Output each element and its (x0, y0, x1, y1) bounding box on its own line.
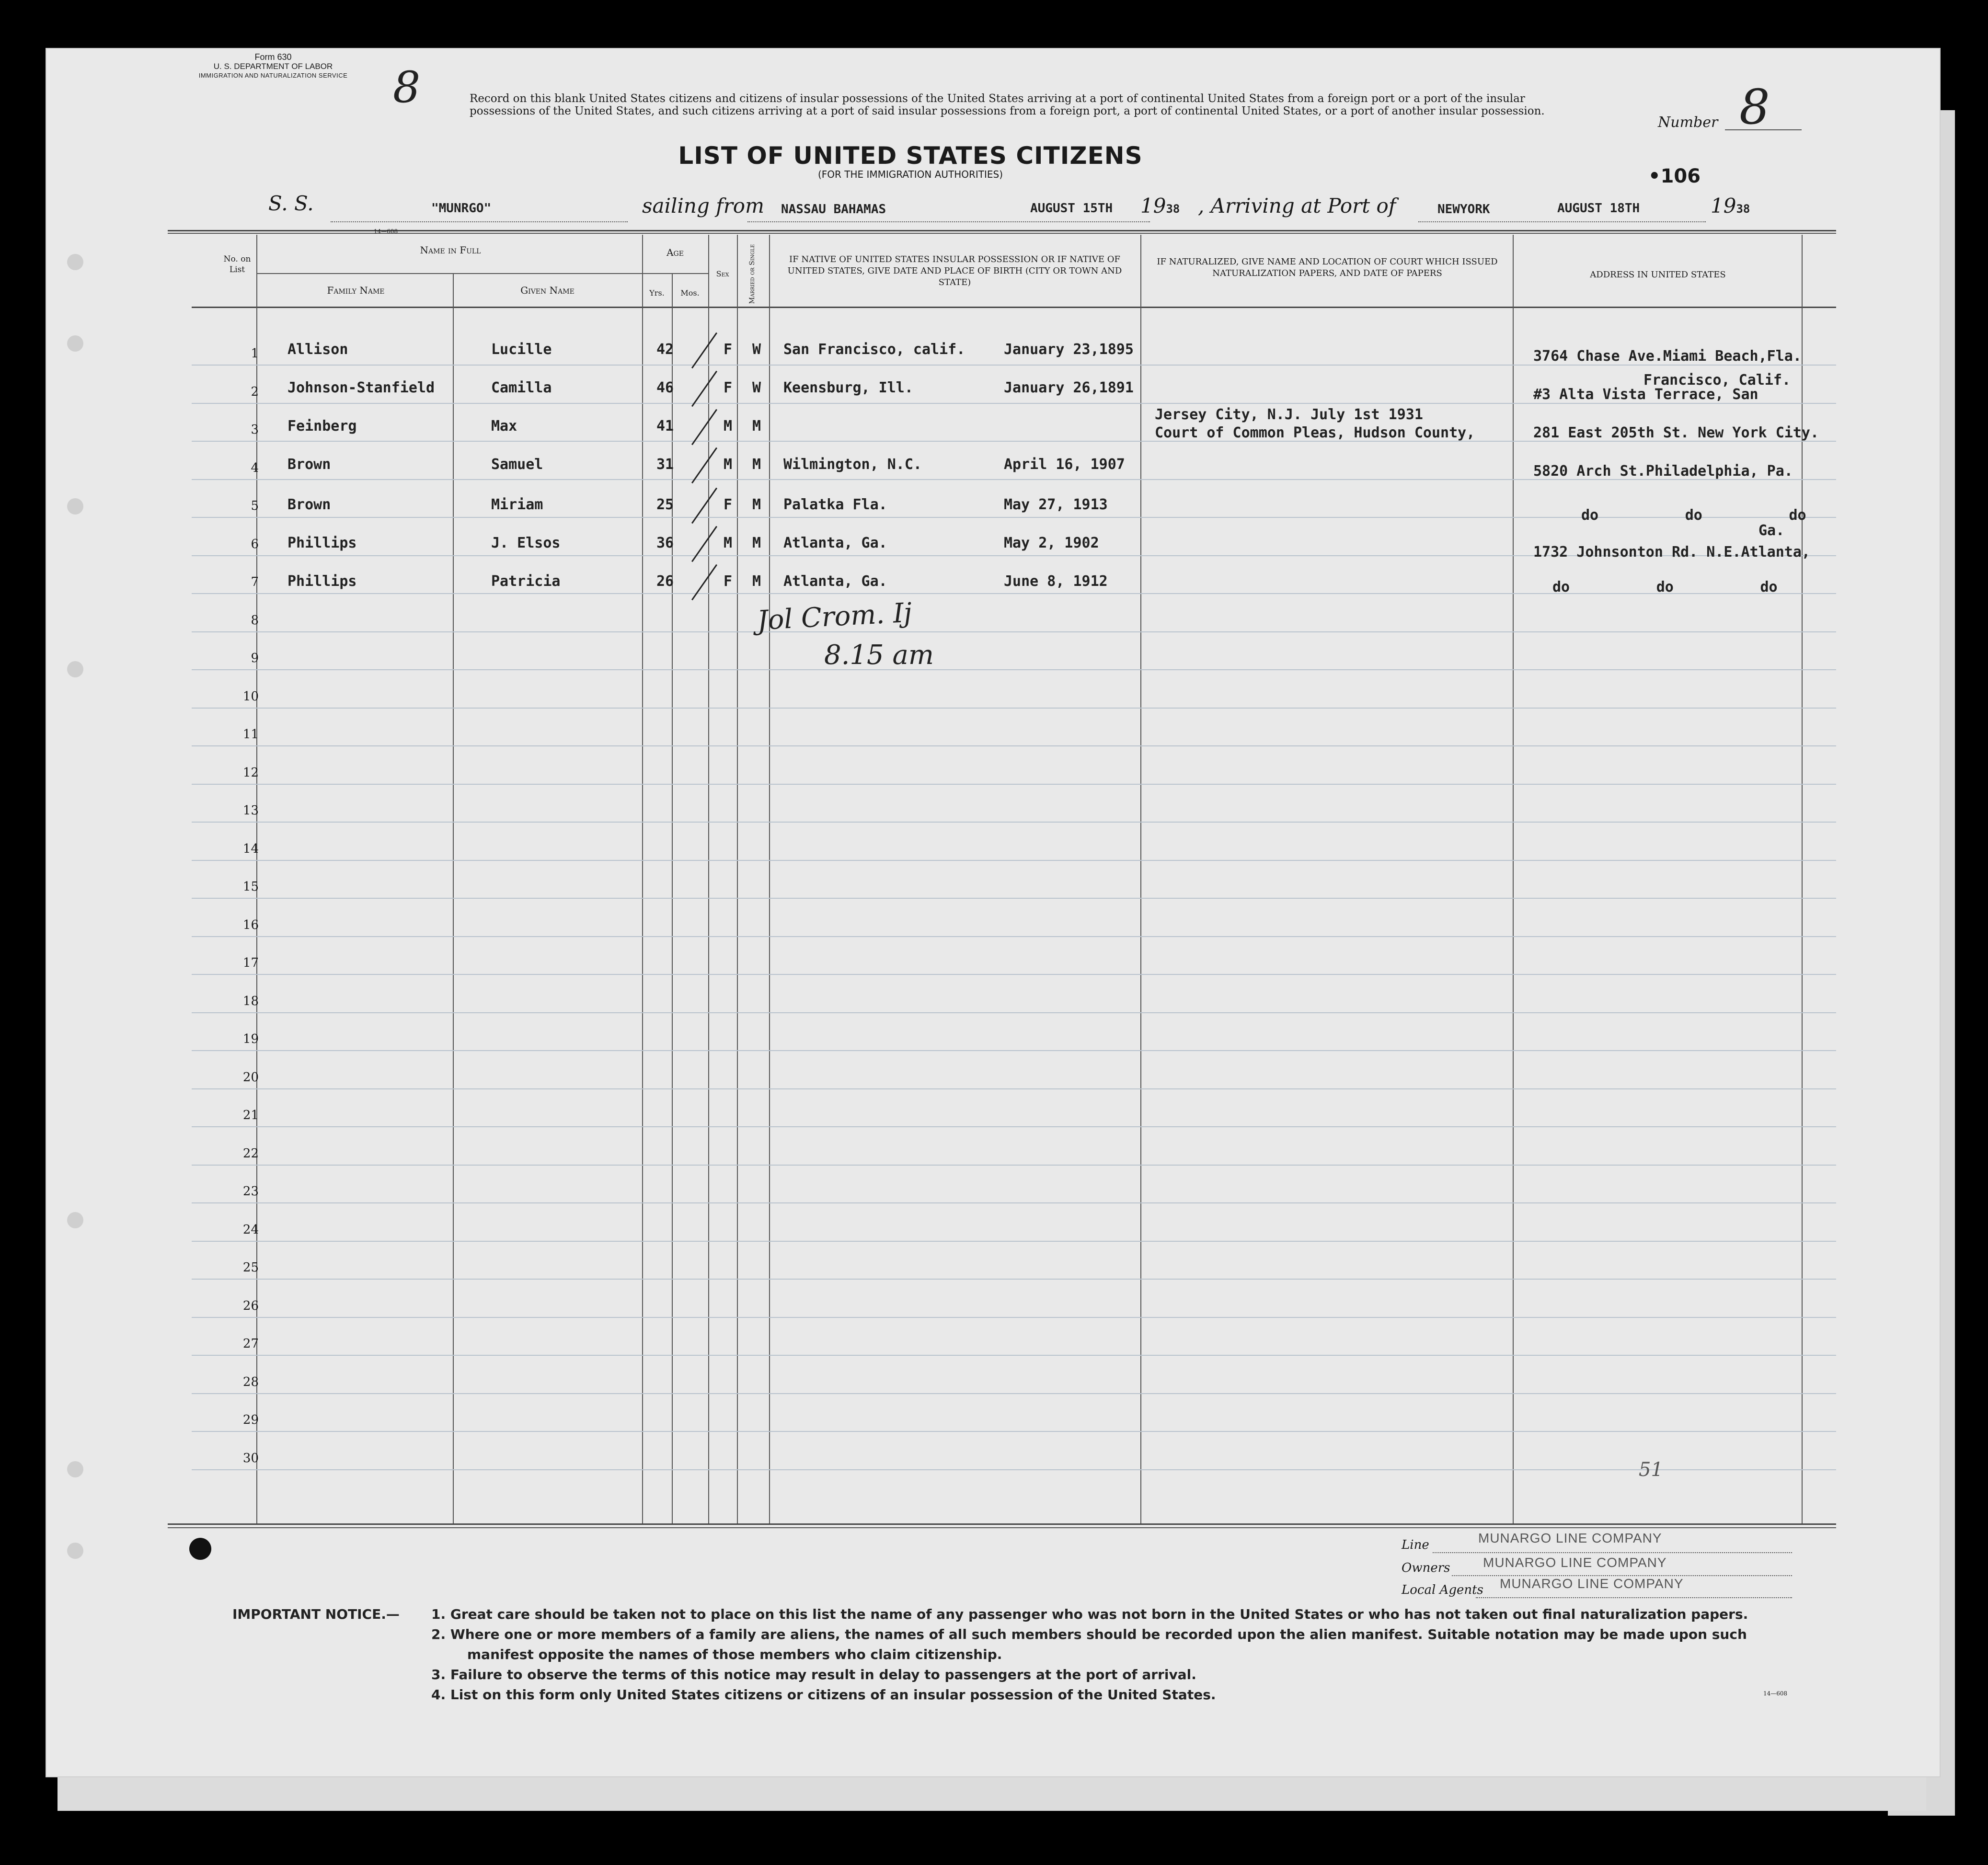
col-header-sex: Sex (716, 269, 729, 278)
arrival-year-prefix: 19 (1711, 194, 1736, 217)
col-header-yrs: Yrs. (649, 288, 665, 297)
notice-label: IMPORTANT NOTICE.— (232, 1606, 400, 1622)
row-line (192, 1202, 1836, 1203)
passenger-family-name: Johnson-Stanfield (287, 379, 435, 396)
printer-note: 14—608 (374, 228, 398, 235)
page-mark: 51 (1639, 1459, 1663, 1481)
row-number: 22 (242, 1146, 259, 1161)
form-header (170, 53, 376, 80)
voyage-line (268, 192, 314, 215)
stamp-number-value: 106 (1660, 165, 1701, 187)
row-line (192, 1279, 1836, 1280)
arrival-year: 38 (1736, 202, 1750, 216)
passenger-marital-status: M (752, 456, 761, 473)
passenger-given-name: Camilla (491, 379, 552, 396)
passenger-marital-status: M (752, 573, 761, 590)
row-line (192, 898, 1836, 899)
row-number: 20 (242, 1070, 259, 1085)
passenger-age: 36 (656, 535, 674, 551)
passenger-birthdate: April 16, 1907 (1004, 456, 1125, 473)
row-number: 14 (242, 841, 259, 856)
row-number: 24 (242, 1222, 259, 1237)
passenger-birthdate: May 27, 1913 (1004, 496, 1108, 513)
row-line (192, 1317, 1836, 1318)
row-number: 9 (251, 651, 259, 665)
inspector-time: 8.15 am (824, 640, 934, 671)
row-number: 19 (242, 1032, 259, 1046)
notice-item-2: 2. Where one or more members of a family are aliens, the names of all such members should be recorded upon the alien manifest. Suitable notation may be made upon such (431, 1626, 1747, 1642)
arrival-date: AUGUST 18TH (1557, 201, 1640, 216)
row-line (192, 1126, 1836, 1127)
departure-year-wrap (1140, 194, 1180, 217)
column-divider (769, 235, 770, 1523)
row-number: 29 (242, 1413, 259, 1427)
passenger-family-name: Feinberg (287, 418, 357, 435)
row-line (192, 631, 1836, 632)
row-number: 17 (242, 956, 259, 970)
passenger-address: do do do (1581, 507, 1806, 524)
passenger-family-name: Brown (287, 456, 331, 473)
col-header-naturalized: IF NATURALIZED, GIVE NAME AND LOCATION OF COURT WHICH ISSUED NATURALIZATION PAPERS, AND DATE OF PAPERS (1157, 257, 1498, 278)
sailing-from-field-line (747, 221, 1150, 222)
passenger-given-name: Lucille (491, 341, 552, 358)
table-top-rule (168, 230, 1836, 231)
punch-hole (67, 498, 83, 515)
arrival-field-line (1418, 221, 1706, 222)
passenger-sex: M (724, 535, 733, 551)
passenger-age: 26 (656, 573, 674, 590)
passenger-age: 46 (656, 379, 674, 396)
row-number: 4 (251, 460, 259, 475)
row-number: 3 (251, 423, 259, 437)
arrival-port: NEWYORK (1437, 202, 1490, 217)
punch-hole (67, 1543, 83, 1559)
punch-hole (189, 1538, 211, 1560)
row-number: 11 (242, 727, 259, 742)
passenger-naturalization: Jersey City, N.J. July 1st 1931 (1155, 406, 1423, 423)
passenger-birthplace: Palatka Fla. (783, 496, 887, 513)
departure-year: 38 (1166, 202, 1180, 216)
page-title: LIST OF UNITED STATES CITIZENS (678, 142, 1143, 170)
address-continuation: 1732 Johnsonton Rd. N.E.Atlanta, (1533, 544, 1810, 561)
passenger-address: 281 East 205th St. New York City. (1533, 424, 1819, 441)
address-continuation: do do do (1552, 579, 1778, 595)
passenger-given-name: Patricia (491, 573, 561, 590)
col-header-mos: Mos. (680, 288, 700, 297)
punch-hole (67, 661, 83, 677)
arrival-year-wrap (1711, 194, 1750, 217)
line-label: Line (1402, 1538, 1429, 1552)
row-line (192, 1012, 1836, 1013)
row-line (192, 1469, 1836, 1470)
passenger-given-name: J. Elsos (491, 535, 561, 551)
notice-item-4: 4. List on this form only United States citizens or citizens of an insular possession of the United States. (431, 1687, 1216, 1703)
row-line (192, 860, 1836, 861)
passenger-birthplace: Wilmington, N.C. (783, 456, 922, 473)
owners-value: MUNARGO LINE COMPANY (1483, 1555, 1667, 1570)
record-instructions: Record on this blank United States citizens and citizens of insular possessions of the United States arriving at a port of continental United States from a foreign port or a port of the insular possessions of the United States, and such citizens arriving at a port of said insular possessions from a foreign port, a port of continental United States, or a port of another insular possession. (470, 92, 1545, 117)
sailing-from-port: NASSAU BAHAMAS (781, 202, 886, 217)
passenger-naturalization: Court of Common Pleas, Hudson County, (1155, 424, 1475, 441)
row-line (192, 708, 1836, 709)
row-number: 1 (251, 346, 259, 361)
sailing-from-label: sailing from (642, 194, 764, 217)
row-line (192, 1241, 1836, 1242)
arriving-label-wrap (1198, 194, 1396, 217)
row-number: 12 (242, 765, 259, 780)
row-number: 21 (242, 1108, 259, 1122)
row-line (192, 745, 1836, 746)
col-header-no: No. on List (223, 254, 251, 275)
passenger-marital-status: M (752, 535, 761, 551)
row-number: 18 (242, 994, 259, 1008)
passenger-address: Francisco, Calif. (1643, 372, 1791, 389)
owners-label: Owners (1402, 1561, 1450, 1575)
table-top-rule (168, 233, 1836, 234)
service-name: IMMIGRATION AND NATURALIZATION SERVICE (198, 72, 348, 79)
table-bottom-rule (168, 1523, 1836, 1525)
punch-hole (67, 335, 83, 352)
subheader-rule (256, 273, 708, 274)
row-line (192, 669, 1836, 670)
passenger-address: 5820 Arch St.Philadelphia, Pa. (1533, 463, 1793, 480)
row-line (192, 974, 1836, 975)
passenger-sex: M (724, 418, 733, 435)
column-divider (737, 235, 738, 1523)
column-divider (1513, 235, 1514, 1523)
number-label: Number (1658, 114, 1718, 131)
passenger-birthdate: January 26,1891 (1004, 379, 1134, 396)
agents-label: Local Agents (1402, 1583, 1483, 1597)
passenger-family-name: Brown (287, 496, 331, 513)
passenger-family-name: Allison (287, 341, 348, 358)
passenger-address: Ga. (1758, 522, 1785, 539)
page-subtitle: (FOR THE IMMIGRATION AUTHORITIES) (817, 169, 1003, 180)
row-number: 30 (242, 1451, 259, 1465)
row-line (192, 784, 1836, 785)
stamp-number: •106 (1648, 165, 1701, 187)
row-number: 8 (251, 613, 259, 628)
passenger-marital-status: W (752, 341, 761, 358)
row-number: 16 (242, 917, 259, 932)
ship-field-line (331, 221, 628, 222)
passenger-given-name: Samuel (491, 456, 543, 473)
row-number: 23 (242, 1184, 259, 1199)
passenger-age: 42 (656, 341, 674, 358)
ship-name: "MUNRGO" (431, 201, 492, 216)
row-number: 10 (242, 689, 259, 704)
row-number: 28 (242, 1374, 259, 1389)
passenger-birthplace: Keensburg, Ill. (783, 379, 913, 396)
notice-item-1: 1. Great care should be taken not to place on this list the name of any passenger who was not born in the United States or who has not taken out final naturalization papers. (431, 1606, 1748, 1622)
row-line (192, 1050, 1836, 1051)
row-number: 15 (242, 880, 259, 894)
department: U. S. DEPARTMENT OF LABOR (213, 62, 333, 71)
punch-hole (67, 254, 83, 270)
row-line (192, 1393, 1836, 1394)
row-number: 2 (251, 384, 259, 399)
agents-underline (1476, 1597, 1792, 1598)
passenger-marital-status: M (752, 496, 761, 513)
col-header-name-group: Name in Full (420, 244, 481, 256)
passenger-marital-status: M (752, 418, 761, 435)
passenger-birthplace: San Francisco, calif. (783, 341, 965, 358)
passenger-age: 31 (656, 456, 674, 473)
arriving-label: , Arriving at Port of (1198, 194, 1396, 217)
column-divider (708, 235, 709, 1523)
col-header-address: ADDRESS IN UNITED STATES (1590, 270, 1726, 280)
passenger-age: 25 (656, 496, 674, 513)
row-line (192, 822, 1836, 823)
passenger-given-name: Max (491, 418, 517, 435)
col-header-age-group: Age (666, 247, 684, 258)
passenger-sex: F (724, 341, 733, 358)
row-line (192, 1355, 1836, 1356)
col-header-birth: IF NATIVE OF UNITED STATES INSULAR POSSESSION OR IF NATIVE OF UNITED STATES, GIVE DATE AND PLACE OF BIRTH (CITY OR TOWN AND STATE) (787, 254, 1122, 287)
passenger-sex: M (724, 456, 733, 473)
passenger-age: 41 (656, 418, 674, 435)
passenger-birthplace: Atlanta, Ga. (783, 573, 887, 590)
passenger-family-name: Phillips (287, 535, 357, 551)
row-number: 26 (242, 1298, 259, 1313)
col-header-married: Married or Single (748, 244, 756, 304)
row-number: 13 (242, 803, 259, 818)
row-line (192, 936, 1836, 937)
row-line (192, 1165, 1836, 1166)
passenger-sex: F (724, 379, 733, 396)
sailing-from-label-wrap (642, 194, 764, 217)
departure-year-prefix: 19 (1140, 194, 1166, 217)
number-value: 8 (1739, 79, 1770, 135)
passenger-address: #3 Alta Vista Terrace, San (1533, 386, 1758, 403)
table-header-bottom (192, 307, 1836, 308)
row-number: 6 (251, 537, 259, 551)
col-header-family: Family Name (327, 285, 385, 296)
passenger-birthdate: January 23,1895 (1004, 341, 1134, 358)
row-number: 5 (251, 499, 259, 513)
passenger-given-name: Miriam (491, 496, 543, 513)
passenger-sex: F (724, 496, 733, 513)
table-bottom-rule (168, 1527, 1836, 1528)
row-number: 27 (242, 1337, 259, 1351)
ss-label: S. S. (268, 192, 314, 215)
form-number: Form 630 (254, 52, 292, 62)
passenger-marital-status: W (752, 379, 761, 396)
notice-item-2-cont: manifest opposite the names of those members who claim citizenship. (467, 1647, 1002, 1662)
row-number: 7 (251, 575, 259, 589)
line-underline (1433, 1552, 1792, 1553)
handwritten-corner-number: 8 (393, 62, 421, 113)
passenger-address: 3764 Chase Ave.Miami Beach,Fla. (1533, 348, 1802, 365)
punch-hole (67, 1212, 83, 1228)
row-line (192, 365, 1836, 366)
inspector-note: Jol Crom. Ij (756, 597, 913, 637)
punch-hole (67, 1461, 83, 1477)
line-value: MUNARGO LINE COMPANY (1478, 1531, 1662, 1545)
passenger-sex: F (724, 573, 733, 590)
agents-value: MUNARGO LINE COMPANY (1500, 1576, 1684, 1591)
row-number: 25 (242, 1260, 259, 1275)
row-line (192, 1431, 1836, 1432)
passenger-birthdate: May 2, 1902 (1004, 535, 1099, 551)
notice-item-3: 3. Failure to observe the terms of this notice may result in delay to passengers at the port of arrival. (431, 1667, 1196, 1682)
passenger-birthdate: June 8, 1912 (1004, 573, 1108, 590)
row-line (192, 1088, 1836, 1089)
departure-date: AUGUST 15TH (1030, 201, 1113, 216)
column-divider (642, 235, 643, 1523)
column-divider (1140, 235, 1141, 1523)
passenger-family-name: Phillips (287, 573, 357, 590)
col-header-given: Given Name (520, 285, 575, 296)
form-code: 14—608 (1763, 1690, 1788, 1697)
passenger-birthplace: Atlanta, Ga. (783, 535, 887, 551)
